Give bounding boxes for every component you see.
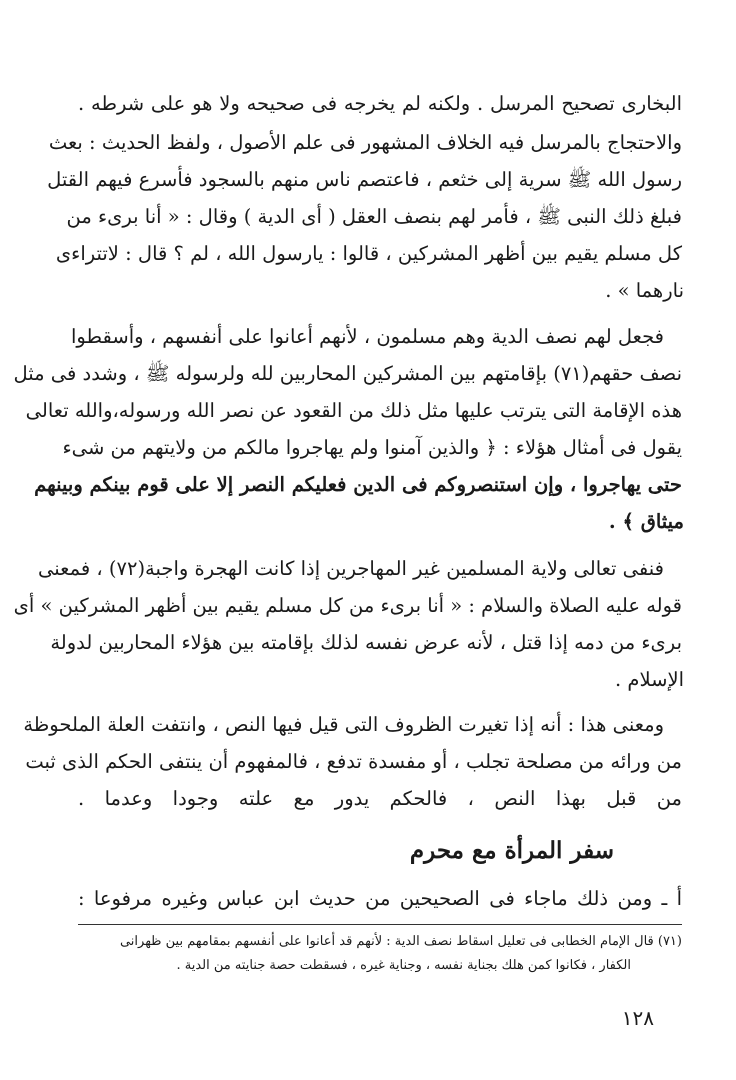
text-line: كل مسلم يقيم بين أظهر المشركين ، قالوا : يارسول الله ، لم ؟ قال : لاتتراءى bbox=[55, 242, 682, 265]
section-intro-line: أ ـ ومن ذلك ماجاء فى الصحيحين من حديث ابن عباس وغيره مرفوعا : bbox=[78, 887, 682, 910]
quran-verse-line: يقول فى أمثال هؤلاء : ﴿ والذين آمنوا ولم يهاجروا مالكم من ولايتهم من شىء bbox=[62, 436, 682, 459]
text-line: الإسلام . bbox=[615, 668, 684, 691]
section-heading: سفر المرأة مع محرم bbox=[409, 837, 614, 864]
text-line: فبلغ ذلك النبى ﷺ ، فأمر لهم بنصف العقل ( أى الدية ) وقال : « أنا برىء من bbox=[66, 205, 682, 228]
footnote-divider bbox=[78, 924, 682, 925]
text-line: من ورائه من مصلحة تجلب ، أو مفسدة تدفع ، فالمفهوم أن ينتفى الحكم الذى ثبت bbox=[25, 750, 682, 773]
text-line: قوله عليه الصلاة والسلام : « أنا برىء من كل مسلم يقيم بين أظهر المشركين » أى bbox=[13, 594, 682, 617]
text-line: من قبل بهذا النص ، فالحكم يدور مع علته وجودا وعدما . bbox=[78, 787, 682, 810]
quran-verse-line: ميثاق ﴾ . bbox=[608, 510, 684, 533]
text-line: البخارى تصحيح المرسل . ولكنه لم يخرجه فى صحيحه ولا هو على شرطه . bbox=[78, 92, 682, 115]
text-line: برىء من دمه إذا قتل ، لأنه عرض نفسه لذلك بإقامته بين هؤلاء المحاربين لدولة bbox=[50, 631, 682, 654]
page-number: ١٢٨ bbox=[621, 1006, 654, 1030]
text-line: فجعل لهم نصف الدية وهم مسلمون ، لأنهم أعانوا على أنفسهم ، وأسقطوا bbox=[71, 325, 664, 348]
text-line: والاحتجاج بالمرسل فيه الخلاف المشهور فى علم الأصول ، ولفظ الحديث : بعث bbox=[48, 131, 682, 154]
footnote-line: (٧١) قال الإمام الخطابى فى تعليل اسقاط نصف الدية : لأنهم قد أعانوا على أنفسهم بمقامهم بين ظهرانى bbox=[119, 934, 682, 949]
footnote-line: الكفار ، فكانوا كمن هلك بجناية نفسه ، وجناية غيره ، فسقطت حصة جنايته من الدية . bbox=[176, 958, 631, 973]
quran-verse-line: حتى يهاجروا ، وإن استنصروكم فى الدين فعليكم النصر إلا على قوم بينكم وبينهم bbox=[34, 473, 682, 496]
text-line: هذه الإقامة التى يترتب عليها مثل ذلك من القعود عن نصر الله ورسوله،والله تعالى bbox=[25, 399, 682, 422]
text-line: نصف حقهم(٧١) بإقامتهم بين المشركين المحاربين لله ولرسوله ﷺ ، وشدد فى مثل bbox=[13, 362, 682, 385]
text-line: رسول الله ﷺ سرية إلى خثعم ، فاعتصم ناس منهم بالسجود فأسرع فيهم القتل bbox=[47, 168, 682, 191]
text-line: ومعنى هذا : أنه إذا تغيرت الظروف التى قيل فيها النص ، وانتفت العلة الملحوظة bbox=[23, 713, 664, 736]
text-line: نارهما » . bbox=[605, 279, 684, 302]
text-line: فنفى تعالى ولاية المسلمين غير المهاجرين إذا كانت الهجرة واجبة(٧٢) ، فمعنى bbox=[38, 557, 664, 580]
